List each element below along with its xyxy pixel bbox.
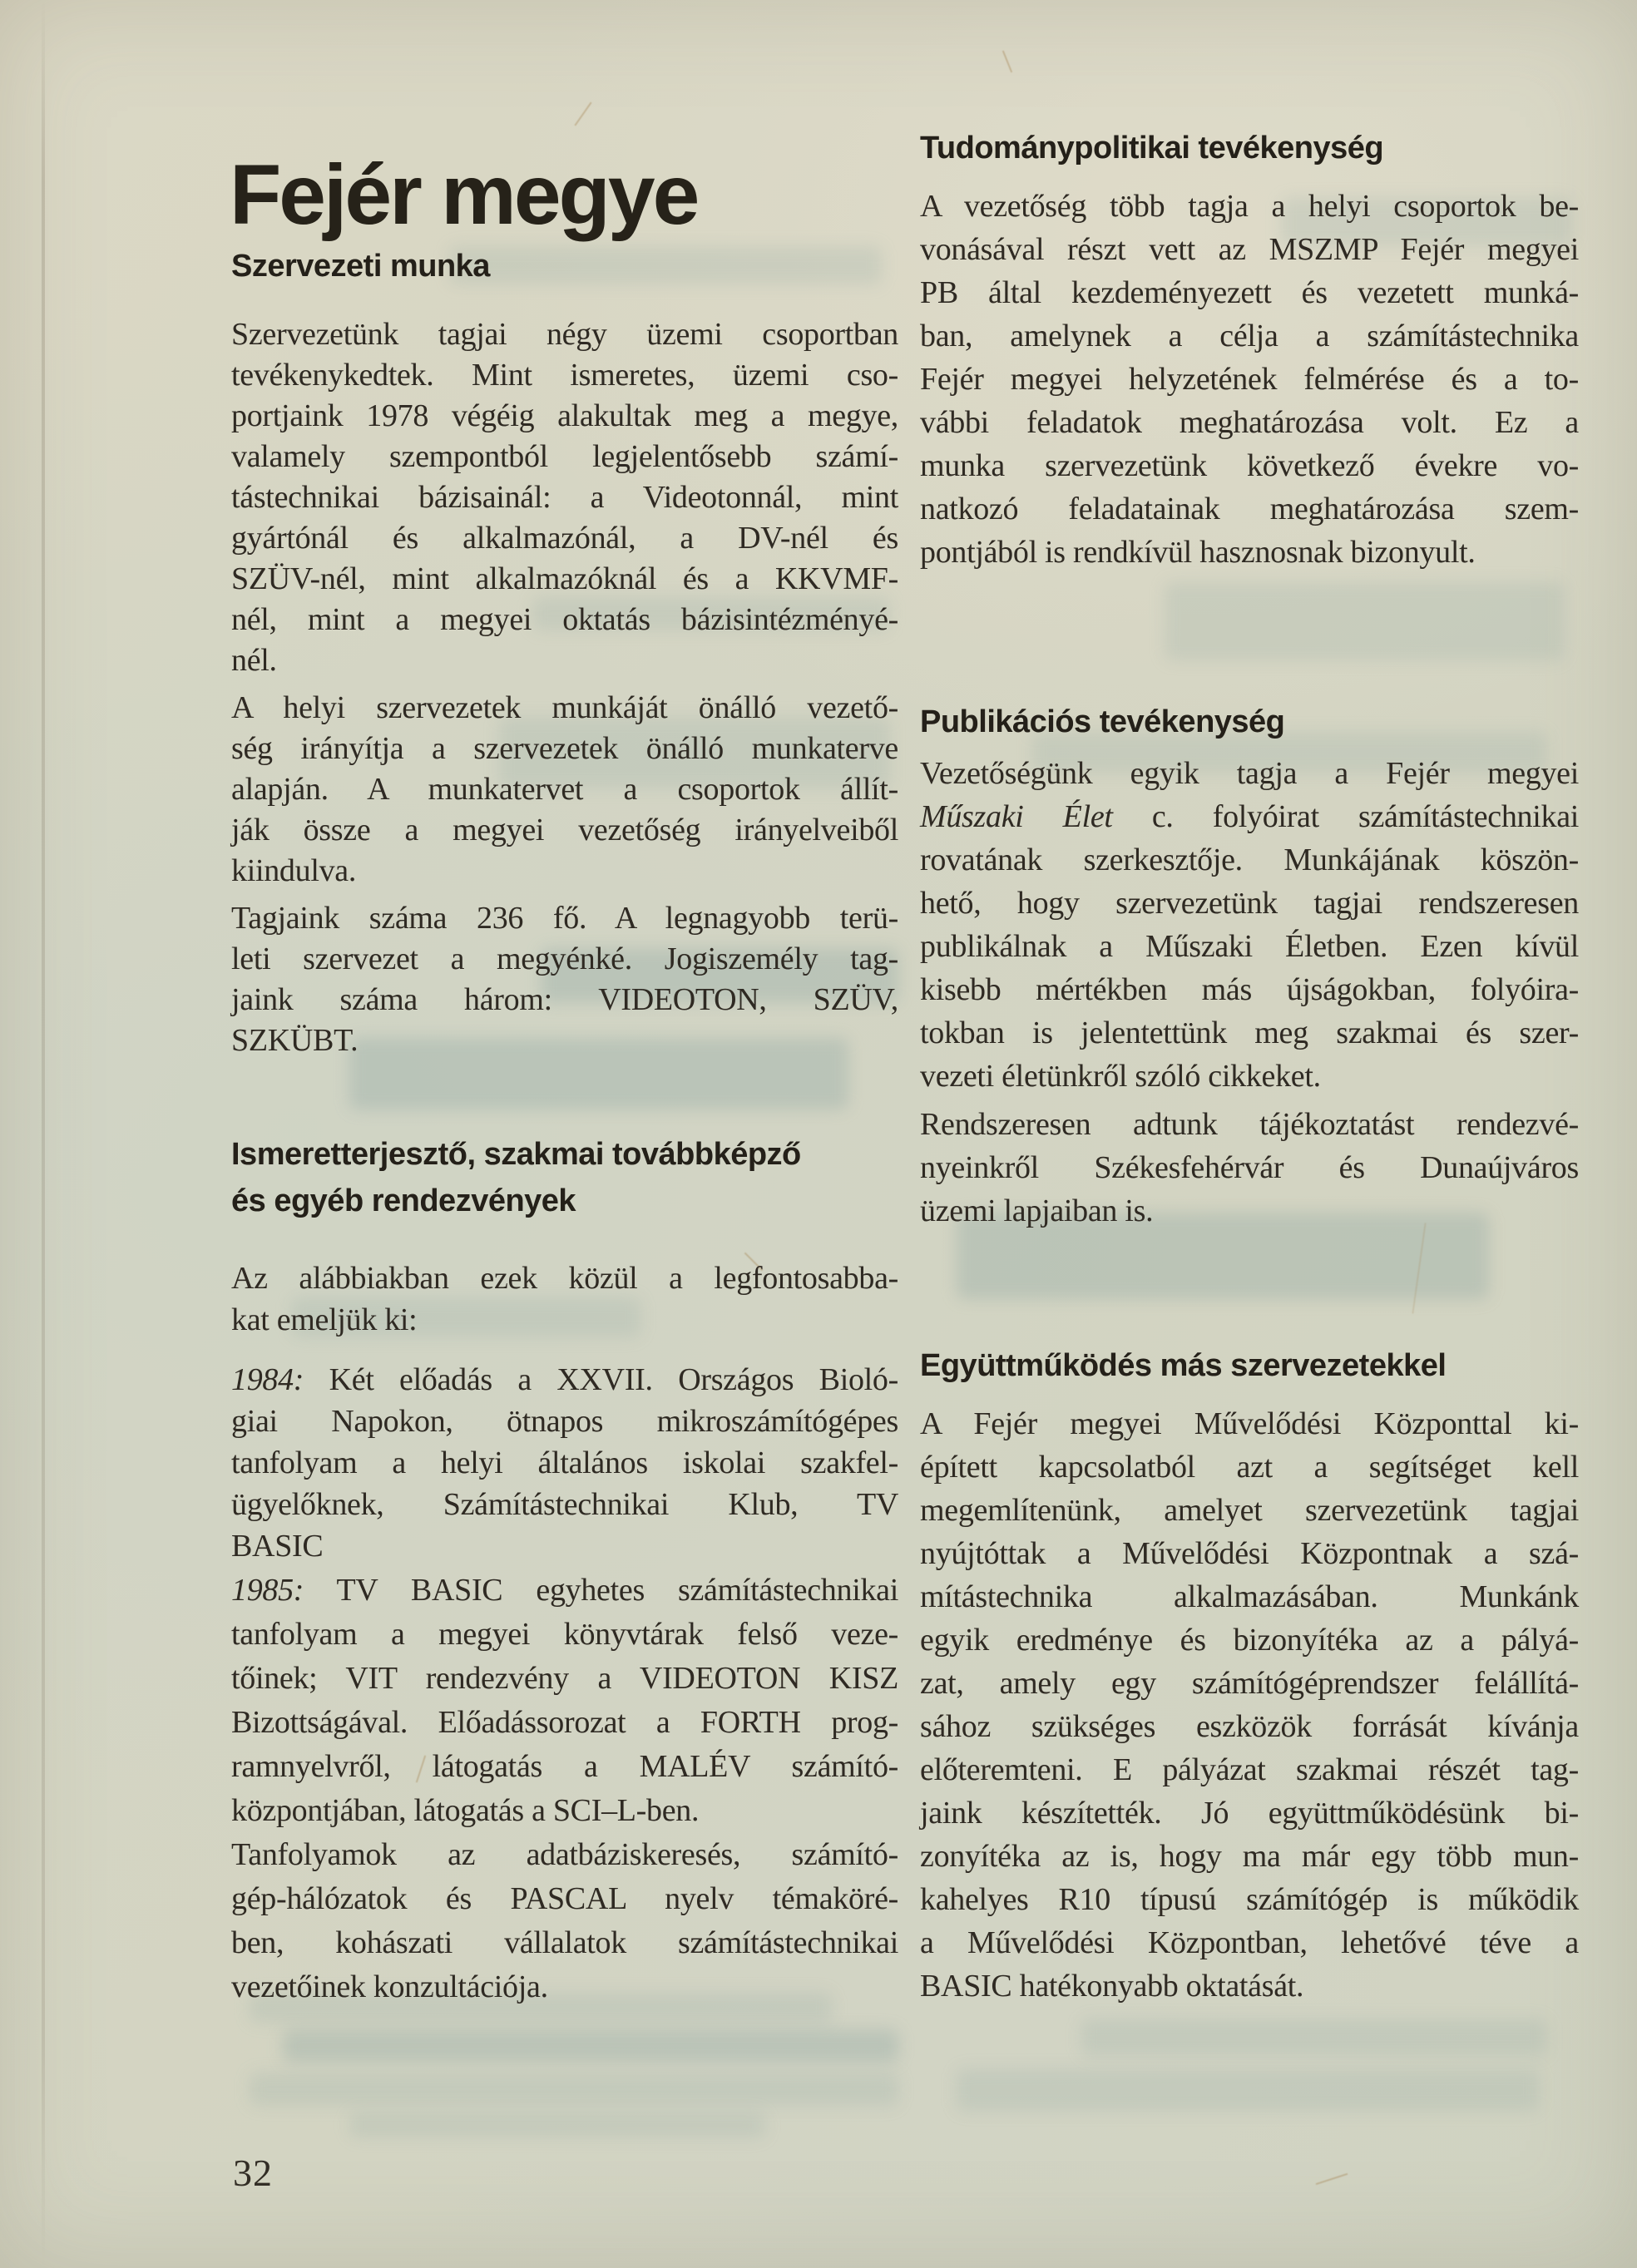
section-body-publikacios <box>920 752 1579 1233</box>
text-line: gép-hálózatok és PASCAL nyelv témaköré- <box>231 1881 898 1916</box>
text-line: PB által kezdeményezett és vezetett munká- <box>920 275 1579 310</box>
text-line: ben, kohászati vállalatok számítástechnikai <box>231 1925 898 1960</box>
text-line: ják össze a megyei vezetőség irányelveiből <box>231 813 898 847</box>
paragraph <box>920 1103 1579 1233</box>
text-line: kiindulva. <box>231 853 357 888</box>
paragraph-1984 <box>231 1359 898 1567</box>
text-line: tevékenykedtek. Mint ismeretes, üzemi cso- <box>231 358 898 393</box>
paragraph-alabbiakban <box>231 1258 898 1341</box>
text-line <box>920 795 1579 838</box>
text-line: Az alábbiakban ezek közül a legfontosabba- <box>231 1261 898 1296</box>
text-line: üzemi lapjaiban is. <box>920 1193 1154 1228</box>
text-line: Tagjaink száma 236 fő. A legnagyobb terü- <box>231 901 898 936</box>
section-heading-tudomanypolitikai: Tudománypolitikai tevékenység <box>920 130 1384 166</box>
text-line: pontjából is rendkívül hasznosnak bizonyult. <box>920 535 1476 570</box>
paper-fiber <box>574 102 591 126</box>
text-line: tástechnikai bázisainál: a Videotonnál, mint <box>231 480 898 515</box>
text-line: A vezetőség több tagja a helyi csoportok be- <box>920 189 1579 224</box>
text-line: tanfolyam a megyei könyvtárak felső veze- <box>231 1617 898 1652</box>
text-line: jaink készítették. Jó együttműködésünk bi- <box>920 1796 1579 1831</box>
paper-fiber <box>1002 51 1012 73</box>
section-heading-ismeretterjeszto <box>231 1131 898 1224</box>
text-line: Rendszeresen adtunk tájékoztatást rendezvé- <box>920 1107 1579 1142</box>
text-line: előteremteni. E pályázat szakmai részét tag- <box>920 1752 1579 1787</box>
text-line: valamely szempontból legjelentősebb számí- <box>231 439 898 474</box>
line-rest: Két előadás a XXVII. Országos Bioló- <box>329 1362 898 1397</box>
section-heading-szervezeti-munka: Szervezeti munka <box>231 248 490 284</box>
text-line: tanfolyam a helyi általános iskolai szakfel- <box>231 1445 898 1480</box>
text-line: jaink száma három: VIDEOTON, SZÜV, <box>231 982 898 1017</box>
section-body-tudomanypolitikai <box>920 185 1579 574</box>
year-label-1985: 1985: <box>231 1573 304 1608</box>
text-line: ramnyelvről, látogatás a MALÉV számító- <box>231 1749 898 1784</box>
text-line: BASIC hatékonyabb oktatását. <box>920 1969 1304 2004</box>
text-line: gyártónál és alkalmazónál, a DV-nél és <box>231 521 898 556</box>
paragraph <box>920 1402 1579 2008</box>
text-line: natkozó feladatainak meghatározása szem- <box>920 492 1579 526</box>
text-line: Vezetőségünk egyik tagja a Fejér megyei <box>920 756 1579 791</box>
text-line: egyik eredménye és bizonyítéka az a pályá- <box>920 1623 1579 1658</box>
year-label-1984: 1984: <box>231 1362 304 1397</box>
text-line: Ismeretterjesztő, szakmai továbbképző <box>231 1137 801 1172</box>
text-line: vonásával részt vett az MSZMP Fejér megyei <box>920 232 1579 267</box>
text-line: kahelyes R10 típusú számítógép is működik <box>920 1882 1579 1917</box>
text-line: zat, amely egy számítógéprendszer felállítá- <box>920 1666 1579 1701</box>
text-line: Bizottságával. Előadássorozat a FORTH prog- <box>231 1705 898 1740</box>
text-line: megemlítenünk, amelyet szervezetünk tagjai <box>920 1493 1579 1528</box>
text-line <box>231 1359 898 1401</box>
text-line: mítástechnika alkalmazásában. Munkánk <box>920 1579 1579 1614</box>
bleed-through-artifact <box>349 2112 765 2137</box>
section-heading-egyuttmukodes: Együttműködés más szervezetekkel <box>920 1347 1447 1383</box>
text-line: nyeinkről Székesfehérvár és Dunaújváros <box>920 1150 1579 1185</box>
paragraph <box>231 1833 898 2009</box>
page-title: Fejér megye <box>230 147 698 243</box>
text-line: kisebb mértékben más újságokban, folyóira- <box>920 972 1579 1007</box>
text-line: kat emeljük ki: <box>231 1302 418 1337</box>
paragraph-tanfolyamok <box>231 1833 898 2009</box>
text-line <box>231 1569 898 1613</box>
text-line: Tanfolyamok az adatbáziskeresés, számító- <box>231 1837 898 1872</box>
paragraph <box>231 314 898 681</box>
text-line: giai Napokon, ötnapos mikroszámítógépes <box>231 1404 898 1439</box>
text-line: hető, hogy szervezetünk tagjai rendszeresen <box>920 886 1579 921</box>
text-line: vezetőinek konzultációja. <box>231 1969 548 2004</box>
journal-title: Műszaki Élet <box>920 799 1113 834</box>
paragraph <box>920 185 1579 574</box>
text-line: ség irányítja a szervezetek önálló munkaterve <box>231 731 898 766</box>
section-body-egyuttmukodes <box>920 1402 1579 2008</box>
bleed-through-artifact <box>250 2073 898 2106</box>
text-line: ban, amelynek a célja a számítástechnika <box>920 319 1579 353</box>
text-line: ügyelőknek, Számítástechnikai Klub, TV <box>231 1487 898 1522</box>
paragraph <box>231 688 898 892</box>
paper-fiber <box>1412 1223 1426 1313</box>
line-rest: c. folyóirat számítástechnikai <box>1151 799 1580 834</box>
text-line: leti szervezet a megyénké. Jogiszemély tag- <box>231 941 898 976</box>
text-line: publikálnak a Műszaki Életben. Ezen kívül <box>920 929 1579 964</box>
paragraph-lines <box>231 1401 898 1567</box>
paragraph-lines <box>231 1613 898 1833</box>
section-body-szervezeti-munka <box>231 314 898 1061</box>
text-line: vábbi feladatok meghatározása volt. Ez a <box>920 405 1579 440</box>
bleed-through-artifact <box>1165 582 1564 660</box>
page-number: 32 <box>233 2152 273 2194</box>
bleed-through-artifact <box>283 2029 898 2063</box>
paragraph-lines <box>920 838 1579 1098</box>
text-line: zonyítéka az is, hogy ma már egy több mun- <box>920 1839 1579 1874</box>
text-line: sához szükséges eszközök forrását kívánja <box>920 1709 1579 1744</box>
bleed-through-artifact <box>1081 2019 1547 2056</box>
text-line: Szervezetünk tagjai négy üzemi csoportban <box>231 317 898 352</box>
text-line: A helyi szervezetek munkáját önálló vezető- <box>231 690 898 725</box>
text-line: rovatának szerkesztője. Munkájának köszön- <box>920 842 1579 877</box>
bleed-through-artifact <box>957 2069 1539 2111</box>
text-line: nél. <box>231 643 277 678</box>
paragraph <box>231 1258 898 1341</box>
text-line: tőinek; VIT rendezvény a VIDEOTON KISZ <box>231 1661 898 1696</box>
paper-fiber <box>1316 2173 1348 2185</box>
text-line: portjaink 1978 végéig alakultak meg a megye, <box>231 398 898 433</box>
text-line: alapján. A munkatervet a csoportok állít- <box>231 772 898 807</box>
text-line: Fejér megyei helyzetének felmérése és a to- <box>920 362 1579 397</box>
section-heading-publikacios: Publikációs tevékenység <box>920 704 1285 739</box>
text-line: vezeti életünkről szóló cikkeket. <box>920 1059 1321 1094</box>
paragraph-1985 <box>231 1569 898 1833</box>
text-line: épített kapcsolatból azt a segítséget kell <box>920 1450 1579 1485</box>
text-line: nél, mint a megyei oktatás bázisintézményé- <box>231 602 898 637</box>
text-line: és egyéb rendezvények <box>231 1183 576 1218</box>
text-line: munka szervezetünk következő évekre vo- <box>920 448 1579 483</box>
text-line: központjában, látogatás a SCI–L-ben. <box>231 1793 700 1828</box>
text-line: tokban is jelentettünk meg szakmai és szer- <box>920 1015 1579 1050</box>
line-rest: TV BASIC egyhetes számítástechnikai <box>336 1573 898 1608</box>
text-line: a Művelődési Központban, lehetővé téve a <box>920 1925 1579 1960</box>
text-line: SZÜV-nél, mint alkalmazóknál és a KKVMF- <box>231 561 898 596</box>
text-line: BASIC <box>231 1529 324 1564</box>
text-line: SZKÜBT. <box>231 1023 359 1058</box>
text-line: nyújtóttak a Művelődési Központnak a szá- <box>920 1536 1579 1571</box>
text-line: A Fejér megyei Művelődési Központtal ki- <box>920 1406 1579 1441</box>
paragraph <box>231 898 898 1061</box>
